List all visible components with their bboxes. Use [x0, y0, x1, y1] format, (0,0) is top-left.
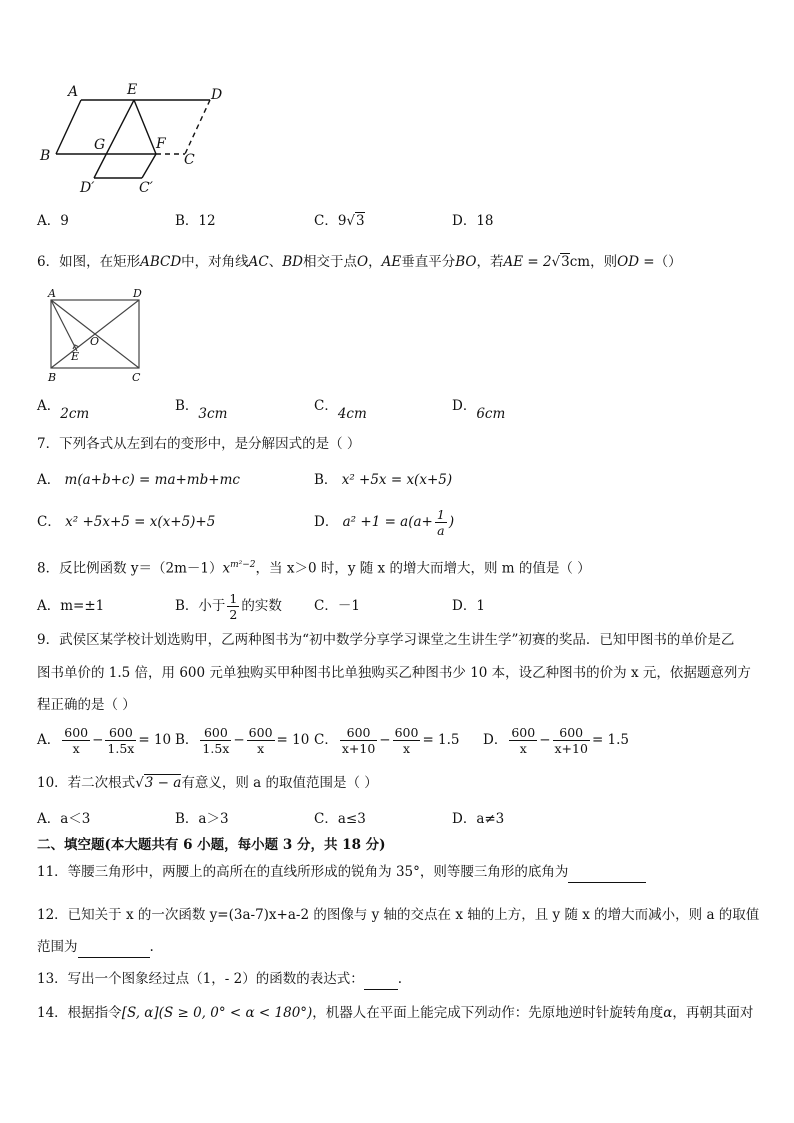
q10-option-b: B．a＞3: [175, 811, 229, 827]
label-G: G: [94, 137, 106, 153]
segment-ef: [134, 100, 156, 154]
q7-stem: 7．下列各式从左到右的变形中，是分解因式的是（ ）: [37, 436, 361, 452]
q6-math-bd: BD: [282, 254, 304, 270]
section-2-heading: 二、填空题(本大题共有 6 小题，每小题 3 分，共 18 分): [37, 837, 386, 853]
label-A: A: [68, 84, 79, 100]
q6-option-d: D．6cm: [452, 398, 506, 422]
q10-stem: 10．若二次根式√3 − a有意义，则 a 的取值范围是（ ）: [37, 775, 378, 791]
label-E: E: [127, 82, 138, 98]
q9-line-3: 程正确的是（ ）: [37, 697, 136, 713]
q8-option-c: C．－1: [314, 598, 360, 614]
q13-answer-blank[interactable]: [364, 969, 398, 990]
q8-option-a: A．m=±1: [37, 598, 105, 614]
q9-option-c: C． $\frac{600}{x+10}$ − $\frac{600}{x}$ = 1.5: [314, 725, 460, 756]
q14-stem: 14．根据指令[S, α](S ≥ 0, 0° < α < 180°)，机器人在平面上能完成下列动作：先原地逆时针旋转角度α，再朝其面对: [37, 1005, 754, 1021]
rect-label-C: C: [132, 371, 141, 384]
q6-math-ac: AC: [248, 254, 269, 270]
q5-option-b: B．12: [175, 213, 216, 229]
q10-option-d: D．a≠3: [452, 811, 505, 827]
q6-text-2: 中，对角线: [181, 254, 249, 270]
q5-option-c: C．9√3: [314, 213, 365, 229]
q6-math-o: O: [357, 254, 369, 270]
q10-option-a: A．a＜3: [37, 811, 91, 827]
q6-option-a: A．2cm: [37, 398, 90, 422]
q6-text-7: ，若: [476, 254, 504, 270]
q5-option-c-radicand: 3: [356, 213, 365, 229]
label-C: C: [184, 152, 195, 168]
label-C-prime: C′: [139, 180, 153, 196]
q11-stem: 11．等腰三角形中，两腰上的高所在的直线所形成的锐角为 35°，则等腰三角形的底角为: [37, 862, 646, 883]
rect-label-O: O: [90, 335, 100, 348]
q7-d-fraction: $\frac{1}{a}$: [436, 507, 445, 538]
label-F: F: [156, 136, 166, 152]
q6-text-4: 相交于点: [303, 254, 358, 270]
q7-option-d: D． a² +1 = a(a+ $\frac{1}{a}$ ): [314, 507, 455, 538]
q6-math-ae-eq: AE = 2: [503, 254, 552, 270]
q13-stem: 13．写出一个图象经过点（1，- 2）的函数的表达式： .: [37, 969, 402, 990]
q6-math-root3: 3: [561, 254, 570, 270]
q6-figure: [40, 288, 156, 384]
q5-option-d: D．18: [452, 213, 494, 229]
segment-ab: [56, 100, 81, 154]
q6-text-3: 、: [268, 254, 283, 270]
q6-option-b: B．3cm: [175, 398, 228, 422]
q12-answer-blank[interactable]: [78, 937, 150, 958]
q6-text-6: 垂直平分: [401, 254, 456, 270]
q6-text-8: cm，则: [569, 254, 618, 270]
q6-text-5: ，: [368, 254, 382, 270]
q11-answer-blank[interactable]: [568, 862, 646, 883]
q6-text-9: （）: [654, 254, 682, 270]
q6-math-bo: BO: [455, 254, 477, 270]
q12-line-2: 范围为 .: [37, 937, 154, 958]
segment-fc2: [142, 154, 156, 178]
label-B: B: [40, 148, 51, 164]
q9-option-d: D． $\frac{600}{x}$ − $\frac{600}{x+10}$ = 1.5: [483, 725, 630, 756]
q9-line-2: 图书单价的 1.5 倍，用 600 元单独购买甲种图书比单独购买乙种图书少 10 本，设乙种图书的价为 x 元，依据题意列方: [37, 665, 751, 681]
q5-option-a: A．9: [37, 213, 69, 229]
segment-ae: [51, 300, 77, 351]
q6-stem: 6．如图，在矩形ABCD中，对角线AC、BD相交于点O，AE垂直平分BO，若AE = 2√3cm，则OD =（）: [37, 254, 682, 270]
q8-option-d: D．1: [452, 598, 485, 614]
q5-option-c-label: C．9: [314, 213, 347, 229]
q6-math-od: OD =: [617, 254, 655, 270]
rect-label-E: E: [71, 350, 80, 363]
q12-line-1: 12．已知关于 x 的一次函数 y=(3a-7)x+a-2 的图像与 y 轴的交点在 x 轴的上方，且 y 随 x 的增大而减小，则 a 的取值: [37, 907, 760, 923]
q9-option-a: A． $\frac{600}{x}$ − $\frac{600}{1.5x}$ = 10: [37, 725, 172, 756]
q6-text-1: 6．如图，在矩形: [37, 254, 141, 270]
q5-figure: [38, 80, 238, 198]
rect-label-D: D: [133, 288, 142, 300]
label-D: D: [211, 87, 223, 103]
segment-dc-dashed: [185, 100, 210, 154]
rect-label-B: B: [48, 371, 57, 384]
q10-option-c: C．a≤3: [314, 811, 366, 827]
q7-option-b: B． x² +5x = x(x+5): [314, 472, 453, 488]
rect-label-A: A: [48, 288, 56, 300]
q8-stem: 8．反比例函数 $y=(2m-1)x^{m^2-2}$，当 x＞0 时，y 随 x 的增大而增大，则 m 的值是（ ）: [37, 560, 591, 577]
q6-math-abcd: ABCD: [140, 254, 182, 270]
q9-line-1: 9．武侯区某学校计划选购甲，乙两种图书为“初中数学分享学习课堂之生讲生学”初赛的奖品．已知甲图书的单价是乙: [37, 632, 735, 648]
q7-option-a: A． m(a+b+c) = ma+mb+mc: [37, 472, 240, 488]
q7-option-c: C． x² +5x+5 = x(x+5)+5: [37, 514, 216, 530]
q6-math-ae: AE: [381, 254, 402, 270]
q9-option-b: B． $\frac{600}{1.5x}$ − $\frac{600}{x}$ = 10: [175, 725, 310, 756]
label-D-prime: D′: [80, 180, 95, 196]
q8-option-b: B．小于 $\frac{1}{2}$ 的实数: [175, 591, 282, 622]
q6-option-c: C．4cm: [314, 398, 367, 422]
